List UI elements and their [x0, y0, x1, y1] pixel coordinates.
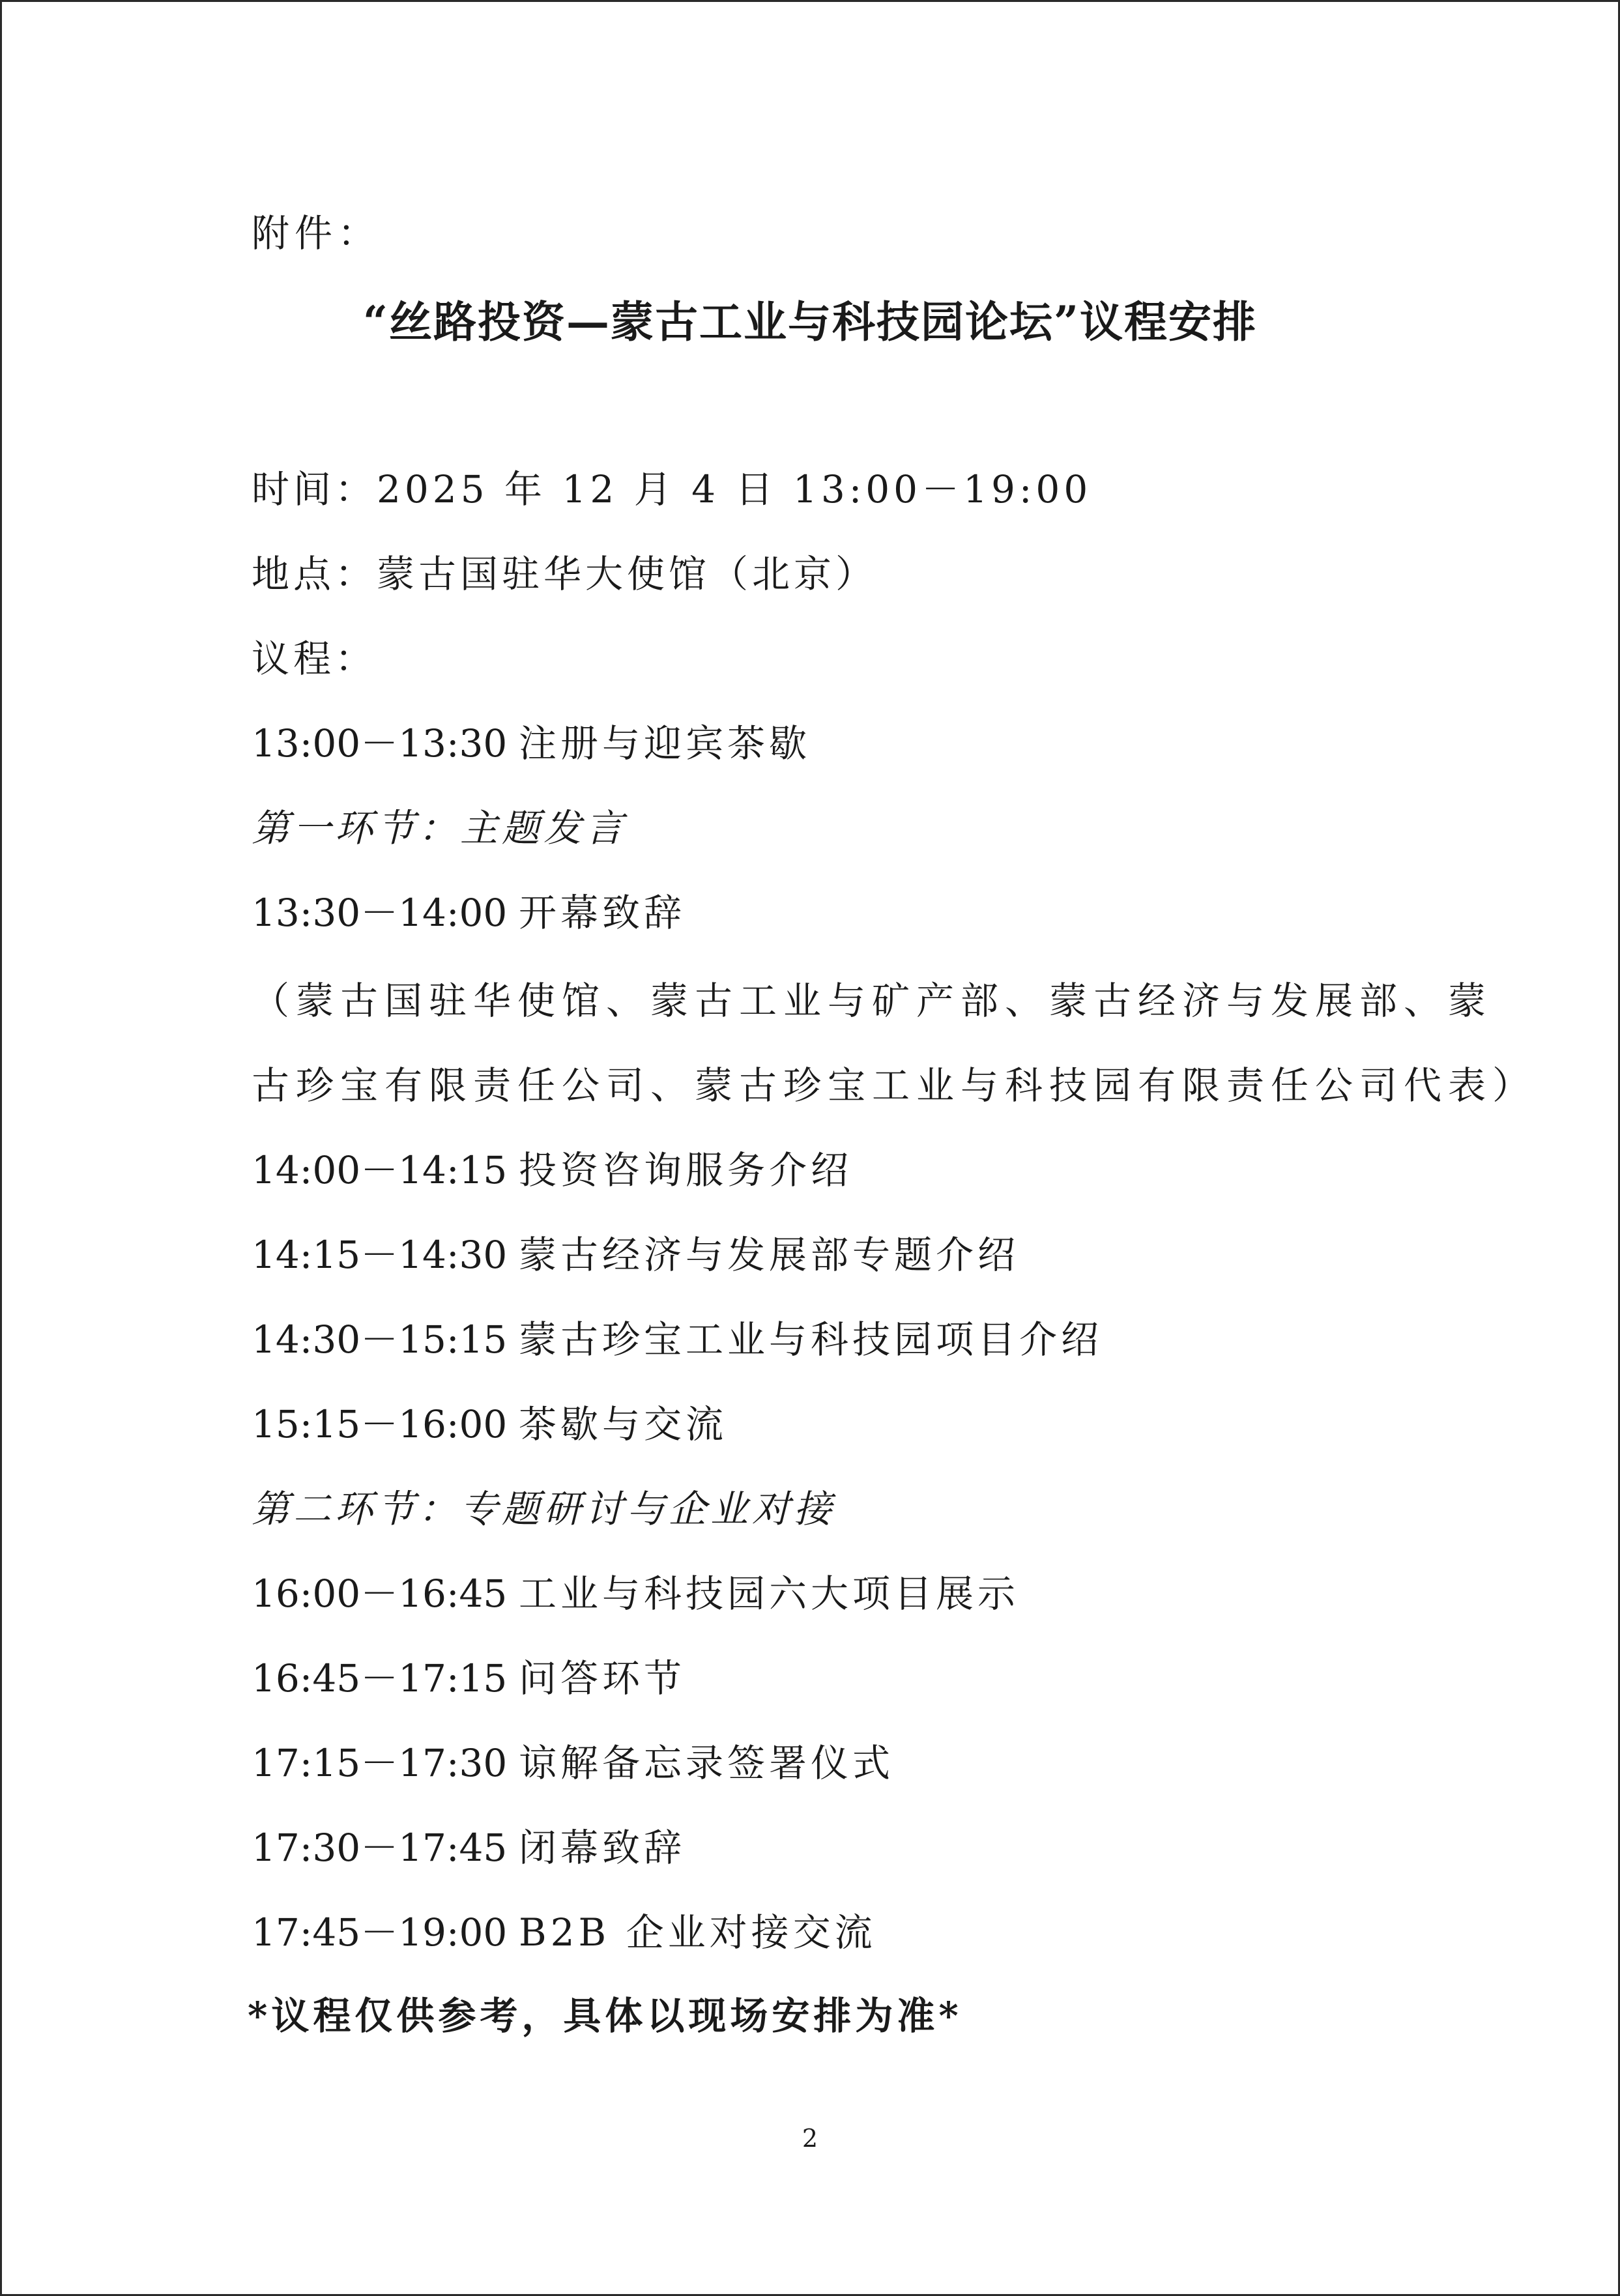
agenda-row-registration [252, 720, 811, 767]
agenda-item: B2B 企业对接交流 [519, 1910, 876, 1955]
agenda-row [252, 1570, 1019, 1617]
agenda-row-opening [252, 889, 686, 936]
agenda-row [252, 1909, 876, 1956]
agenda-item: 谅解备忘录签署仪式 [519, 1741, 895, 1785]
section-1-title: 第一环节：主题发言 [252, 806, 628, 850]
agenda-item: 注册与迎宾茶歇 [519, 721, 811, 766]
agenda-time: 14:30－15:15 [252, 1317, 508, 1362]
agenda-row [252, 1231, 1019, 1278]
agenda-row [252, 1401, 727, 1448]
agenda-row [252, 1147, 852, 1194]
agenda-time: 15:15－16:00 [252, 1402, 508, 1446]
agenda-item: 投资咨询服务介绍 [519, 1148, 853, 1192]
agenda-time: 13:00－13:30 [252, 721, 508, 766]
time-line: 时间：2025 年 12 月 4 日 13:00－19:00 [252, 467, 1092, 511]
agenda-row [252, 1740, 894, 1787]
agenda-row [252, 1824, 686, 1871]
section-2-title: 第二环节：专题研讨与企业对接 [252, 1487, 836, 1531]
agenda-item: 蒙古经济与发展部专题介绍 [519, 1233, 1020, 1277]
agenda-row [252, 1655, 686, 1702]
document-title: “丝路投资—蒙古工业与科技园论坛”议程安排 [363, 296, 1257, 347]
agenda-label: 议程： [252, 637, 377, 681]
agenda-item: 蒙古珍宝工业与科技园项目介绍 [519, 1317, 1103, 1362]
disclaimer-note: *议程仅供参考，具体以现场安排为准* [248, 1994, 962, 2038]
agenda-time: 17:45－19:00 [252, 1910, 508, 1955]
agenda-row [252, 1316, 1103, 1363]
page-number: 2 [802, 2124, 818, 2153]
location-line: 地点：蒙古国驻华大使馆（北京） [252, 552, 878, 596]
agenda-time: 17:15－17:30 [252, 1741, 508, 1785]
opening-note-line-2: 古珍宝有限责任公司、蒙古珍宝工业与科技园有限责任公司代表） [252, 1063, 1537, 1108]
agenda-item: 开幕致辞 [519, 891, 686, 935]
agenda-time: 17:30－17:45 [252, 1826, 508, 1870]
agenda-time: 16:00－16:45 [252, 1571, 508, 1616]
agenda-item: 工业与科技园六大项目展示 [519, 1571, 1020, 1616]
agenda-time: 16:45－17:15 [252, 1656, 508, 1700]
agenda-item: 茶歇与交流 [519, 1402, 728, 1446]
agenda-time: 13:30－14:00 [252, 891, 508, 935]
attachment-label: 附件： [252, 211, 381, 255]
agenda-time: 14:00－14:15 [252, 1148, 508, 1192]
agenda-item: 闭幕致辞 [519, 1826, 686, 1870]
agenda-item: 问答环节 [519, 1656, 686, 1700]
agenda-time: 14:15－14:30 [252, 1233, 508, 1277]
opening-note-line-1: （蒙古国驻华使馆、蒙古工业与矿产部、蒙古经济与发展部、蒙 [252, 979, 1493, 1023]
